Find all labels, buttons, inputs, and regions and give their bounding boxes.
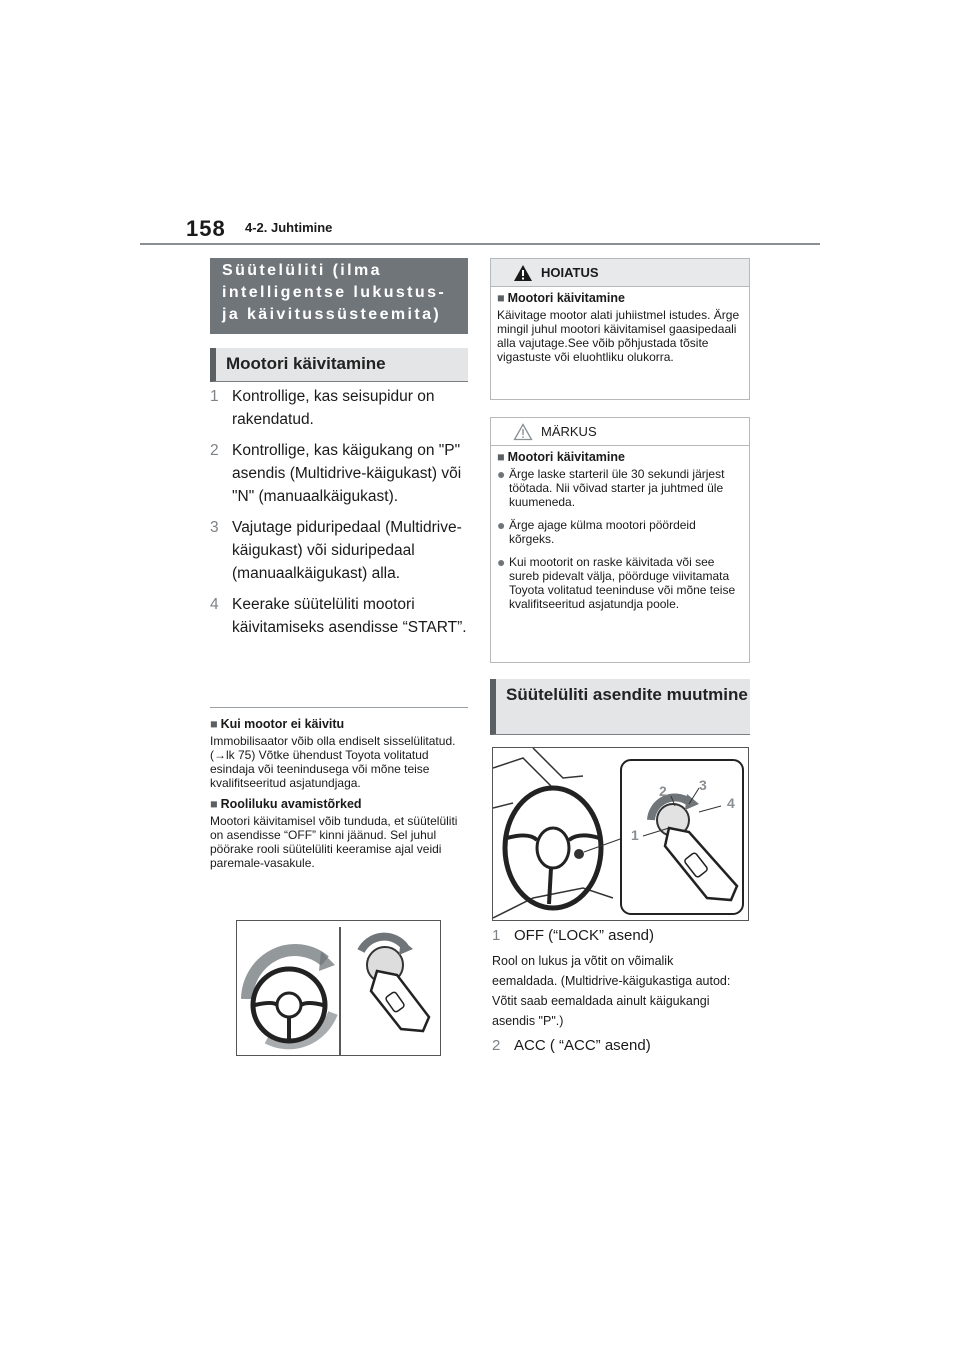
step-number: 2 — [210, 442, 219, 459]
warning-subtitle-text: Mootori käivitamine — [507, 291, 625, 305]
warning-body: Käivitage mootor alati juhiistmel istudes. Ärge mingil juhul mootori käivitamisel gaasipedaali alla vajutage.See võib põhjustada tõsite vigastuste või eluohtliku olukorra. — [497, 308, 740, 364]
step-item — [210, 516, 472, 585]
notice-body-section — [491, 446, 749, 611]
step-text: Kontrollige, kas käigukang on "P" asendis (Multidrive-käigukast) või "N" (manuaalkäigukast). — [232, 442, 462, 505]
note-body: Immobilisaator võib olla endiselt sisselülitatud. (→lk 75) Võtke ühendust Toyota volitatud esindaja või teenindusega või mõne teise kvalifitseeritud asjatundjaga. — [210, 734, 456, 790]
note-title — [210, 797, 472, 811]
warning-body-section — [491, 287, 749, 364]
position-number: 2 — [492, 1037, 501, 1054]
steering-key-illustration — [236, 920, 441, 1056]
position-number: 1 — [492, 927, 501, 944]
note-title-text: Rooliluku avamistõrked — [220, 797, 362, 811]
position-item — [492, 1036, 732, 1056]
position-label: ACC ( “ACC” asend) — [514, 1037, 651, 1054]
notice-label: MÄRKUS — [541, 424, 597, 439]
step-number: 4 — [210, 596, 219, 613]
position-description: Rool on lukus ja võtit on võimalik eemaldada. (Multidrive-käigukastiga autod: Võtit saab eemaldada ainult käigukangi asendis "P".) — [492, 954, 731, 1028]
notice-bullet-text: Ärge ajage külma mootori pöördeid kõrgeks. — [509, 518, 696, 546]
notice-header — [491, 418, 749, 446]
notice-bullet — [497, 518, 743, 546]
notes-section — [210, 713, 472, 877]
note-title — [210, 717, 472, 731]
warning-label: HOIATUS — [541, 265, 599, 280]
positions-list — [492, 926, 732, 1056]
notice-bullet-text: Ärge laske starteril üle 30 sekundi järjest töötada. Nii võivad starter ja juhtmed üle kuumeneda. — [509, 467, 725, 509]
warning-icon — [513, 264, 533, 282]
notice-subtitle — [497, 450, 743, 464]
warning-box — [490, 258, 750, 400]
round-bullet-icon: ● — [497, 554, 506, 570]
notice-box — [490, 417, 750, 663]
section-title: 4-2. Juhtimine — [245, 220, 333, 235]
main-heading: Süütelüliti (ilma intelligentse lukustus- ja käivitussüsteemita) — [210, 258, 468, 334]
step-item — [210, 593, 472, 639]
caution-outline-icon — [513, 423, 533, 441]
ignition-diagram — [492, 747, 749, 921]
round-bullet-icon: ● — [497, 466, 506, 482]
step-text: Keerake süütelüliti mootori käivitamiseks asendisse “START”. — [232, 596, 467, 636]
square-bullet-icon: ■ — [497, 450, 505, 464]
sub-heading-positions: Süütelüliti asendite muutmine — [490, 679, 750, 735]
notice-bullet — [497, 467, 743, 509]
notice-bullet — [497, 555, 743, 611]
step-item — [210, 439, 472, 508]
position-label-1: 1 — [631, 827, 639, 843]
page-number: 158 — [186, 216, 226, 241]
square-bullet-icon: ■ — [497, 291, 505, 305]
position-label-4: 4 — [727, 795, 735, 811]
step-number: 3 — [210, 519, 219, 536]
note-body: Mootori käivitamisel võib tunduda, et süütelüliti on asendisse “OFF” kinni jäänud. Sel juhul pöörake rooli süütelüliti keeramise ajal veidi paremale-vasakule. — [210, 814, 458, 870]
warning-header — [491, 259, 749, 287]
round-bullet-icon: ● — [497, 517, 506, 533]
notes-divider — [210, 707, 468, 708]
steps-list — [210, 385, 472, 647]
position-label-2: 2 — [659, 783, 667, 799]
position-label-3: 3 — [699, 777, 707, 793]
notice-bullet-text: Kui mootorit on raske käivitada või see sureb pidevalt välja, pöörduge viivitamata Toyota volitatud teeninduse või mõne teise kvalifitseeritud asjatundja poole. — [509, 555, 736, 611]
header-rule — [140, 243, 820, 245]
square-bullet-icon: ■ — [210, 717, 218, 731]
notice-subtitle-text: Mootori käivitamine — [507, 450, 625, 464]
warning-subtitle — [497, 291, 743, 305]
steering-wheel-illustration — [237, 921, 441, 1056]
position-label: OFF (“LOCK” asend) — [514, 927, 655, 944]
ignition-positions-illustration — [493, 748, 749, 921]
note-title-text: Kui mootor ei käivitu — [220, 717, 345, 731]
step-number: 1 — [210, 388, 219, 405]
sub-heading-engine-start: Mootori käivitamine — [210, 348, 468, 382]
position-item — [492, 926, 732, 946]
step-item — [210, 385, 472, 431]
step-text: Vajutage piduripedaal (Multidrive-käigukast) või siduripedaal (manuaalkäigukast) alla. — [232, 519, 462, 582]
step-text: Kontrollige, kas seisupidur on rakendatud. — [232, 388, 435, 428]
square-bullet-icon: ■ — [210, 797, 218, 811]
